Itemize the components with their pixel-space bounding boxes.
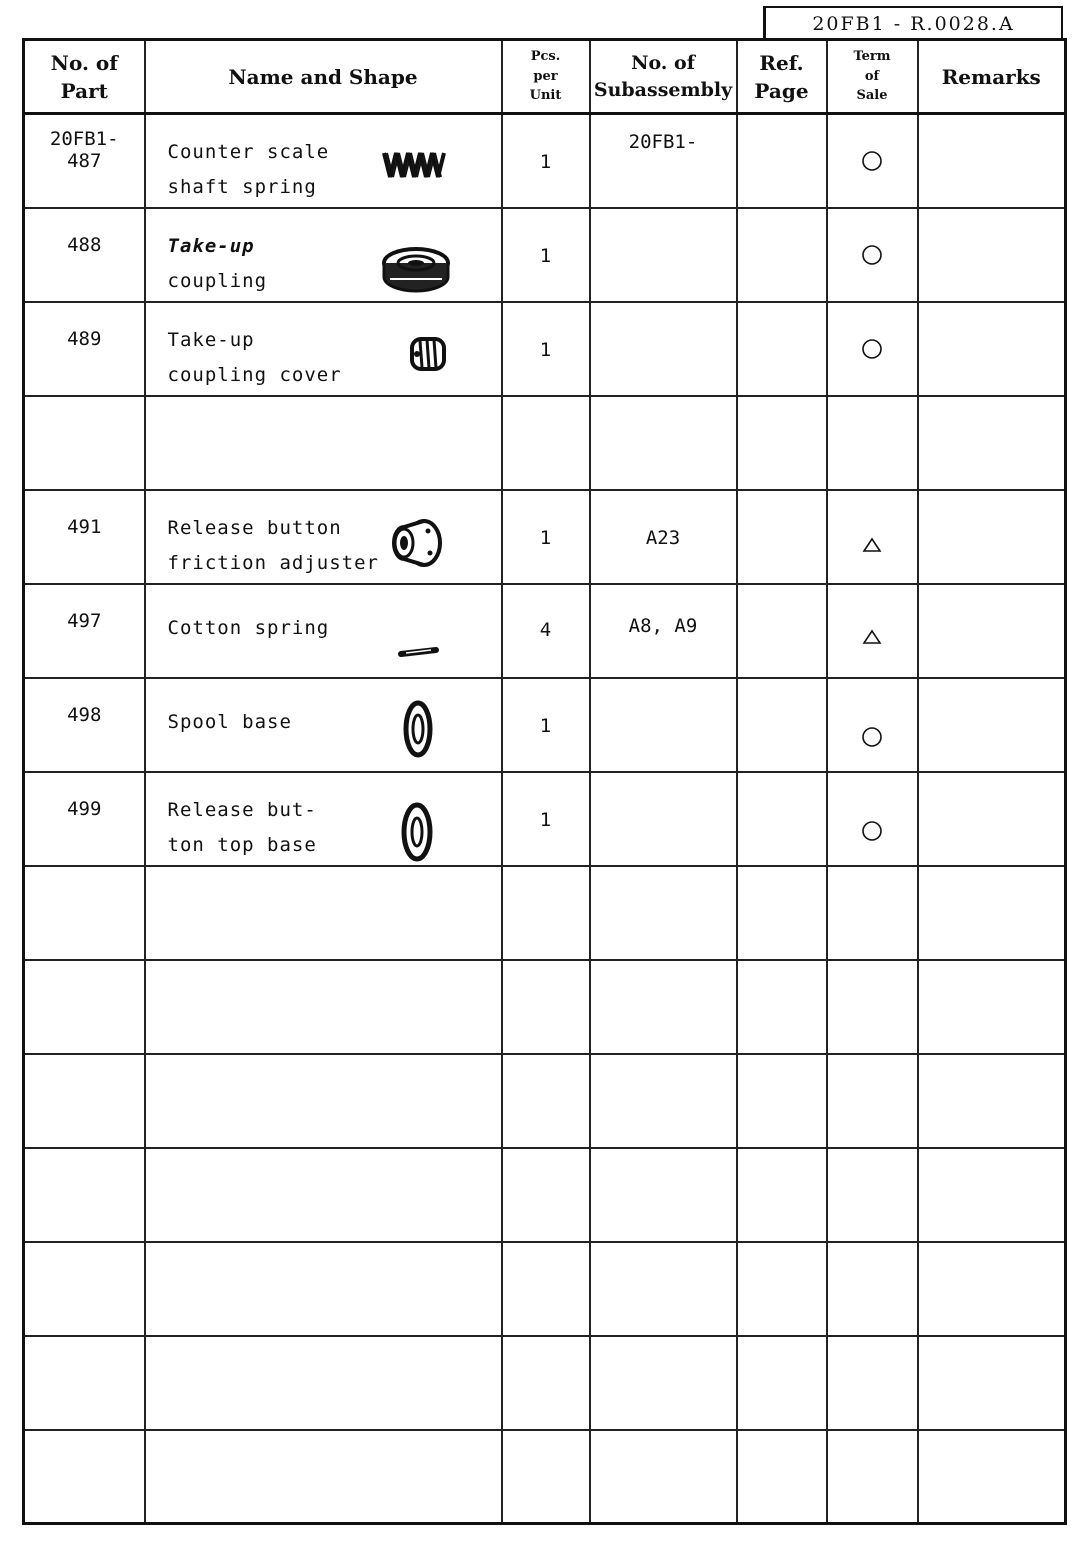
table-row (24, 678, 1066, 772)
part-name-line: Release but- (167, 798, 317, 821)
ref-page (737, 678, 827, 772)
table-row (24, 1054, 1066, 1148)
part-number: 489 (24, 302, 145, 396)
remarks (918, 396, 1066, 490)
washer-icon (400, 801, 434, 863)
part-name-cell (145, 396, 502, 490)
part-name-line: Take-up (167, 328, 255, 351)
ref-page (737, 208, 827, 302)
header-remarks: Remarks (918, 40, 1066, 114)
part-name-line: Spool base (167, 710, 292, 733)
part-name-line: Take-up (167, 234, 255, 257)
part-name-cell (145, 584, 502, 678)
part-number: 499 (24, 772, 145, 866)
term-of-sale (827, 490, 918, 584)
pin-spring-icon (398, 645, 440, 659)
term-of-sale (827, 584, 918, 678)
circle-icon (861, 726, 883, 748)
subassembly (590, 302, 737, 396)
header-part-no: No. of Part (24, 40, 145, 114)
part-name-line: Release button (167, 516, 342, 539)
ref-page (737, 302, 827, 396)
table-row (24, 1336, 1066, 1430)
table-row (24, 772, 1066, 866)
ref-page (737, 584, 827, 678)
remarks (918, 114, 1066, 208)
table-row (24, 584, 1066, 678)
triangle-icon (861, 627, 883, 647)
remarks (918, 678, 1066, 772)
term-of-sale (827, 114, 918, 208)
table-row (24, 960, 1066, 1054)
pcs-per-unit (502, 396, 590, 490)
header-subassembly: No. of Subassembly (590, 40, 737, 114)
remarks (918, 302, 1066, 396)
ref-page (737, 772, 827, 866)
part-name-cell (145, 490, 502, 584)
pcs-per-unit: 1 (502, 490, 590, 584)
part-name-cell (145, 772, 502, 866)
table-row (24, 866, 1066, 960)
coil-spring-icon (380, 149, 450, 181)
header-term-of-sale: Term of Sale (827, 40, 918, 114)
term-of-sale (827, 678, 918, 772)
pcs-per-unit: 1 (502, 772, 590, 866)
washer-icon (402, 699, 434, 759)
document-code: 20FB1 - R.0028.A (763, 6, 1063, 39)
circle-icon (861, 150, 883, 172)
subassembly (590, 396, 737, 490)
remarks (918, 584, 1066, 678)
table-row (24, 490, 1066, 584)
subassembly (590, 678, 737, 772)
coupling-cover-icon (408, 335, 448, 375)
pcs-per-unit: 1 (502, 114, 590, 208)
part-name-line: coupling (167, 269, 268, 292)
table-row (24, 1430, 1066, 1524)
part-name-line: ton top base (167, 833, 317, 856)
part-number: 488 (24, 208, 145, 302)
table-row (24, 114, 1066, 208)
part-name-line: shaft spring (167, 176, 317, 198)
part-name-line: Cotton spring (167, 616, 330, 639)
triangle-icon (861, 535, 883, 555)
subassembly: A8, A9 (590, 584, 737, 678)
pcs-per-unit: 4 (502, 584, 590, 678)
header-row (24, 40, 1066, 114)
part-name-line: friction adjuster (167, 551, 379, 574)
remarks (918, 208, 1066, 302)
table-row (24, 1242, 1066, 1336)
part-name-cell (145, 302, 502, 396)
circle-icon (861, 820, 883, 842)
header-ref-page: Ref. Page (737, 40, 827, 114)
header-pcs-per-unit: Pcs. per Unit (502, 40, 590, 114)
parts-table (22, 38, 1067, 1525)
circle-icon (861, 244, 883, 266)
coupling-icon (380, 245, 452, 297)
part-name-cell (145, 114, 502, 208)
friction-adjuster-icon (382, 517, 444, 569)
pcs-per-unit: 1 (502, 208, 590, 302)
table-row (24, 208, 1066, 302)
part-number: 491 (24, 490, 145, 584)
remarks (918, 490, 1066, 584)
part-number: 20FB1- 487 (24, 114, 145, 208)
ref-page (737, 490, 827, 584)
ref-page (737, 114, 827, 208)
part-number (24, 396, 145, 490)
pcs-per-unit: 1 (502, 302, 590, 396)
part-name-line: coupling cover (167, 363, 342, 386)
subassembly: 20FB1- (590, 114, 737, 208)
subassembly (590, 772, 737, 866)
table-row (24, 396, 1066, 490)
term-of-sale (827, 772, 918, 866)
subassembly (590, 208, 737, 302)
part-name-cell (145, 208, 502, 302)
circle-icon (861, 338, 883, 360)
part-name-line: Counter scale (167, 141, 330, 163)
remarks (918, 772, 1066, 866)
header-name-shape: Name and Shape (145, 40, 502, 114)
part-name-cell (145, 678, 502, 772)
ref-page (737, 396, 827, 490)
term-of-sale (827, 302, 918, 396)
term-of-sale (827, 396, 918, 490)
pcs-per-unit: 1 (502, 678, 590, 772)
table-row (24, 1148, 1066, 1242)
part-number: 498 (24, 678, 145, 772)
subassembly: A23 (590, 490, 737, 584)
part-number: 497 (24, 584, 145, 678)
term-of-sale (827, 208, 918, 302)
table-row (24, 302, 1066, 396)
